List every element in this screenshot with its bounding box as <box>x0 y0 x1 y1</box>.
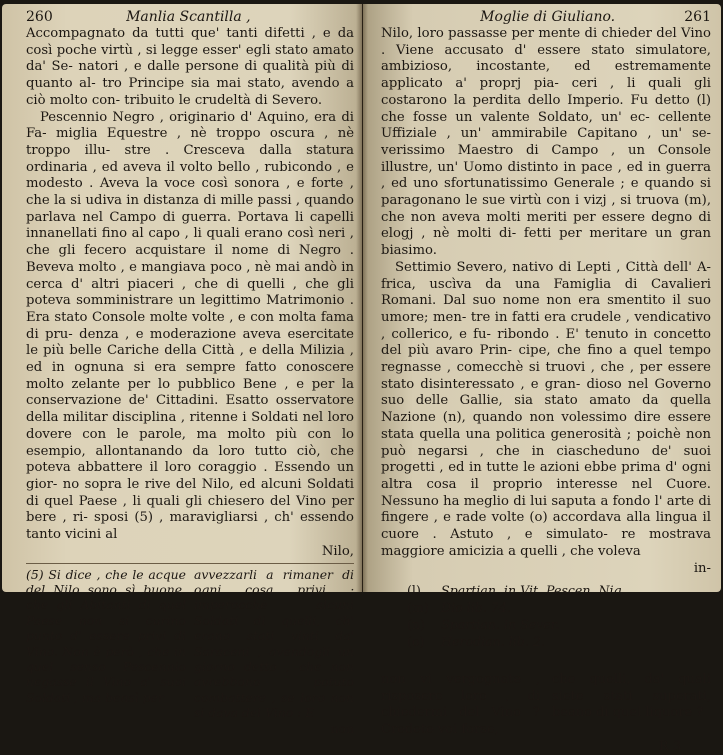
right-line: cellente Uffiziale , un' ammirabile Capitano , un' se- <box>381 109 711 142</box>
left-paragraph-2 <box>26 110 354 544</box>
right-page-header <box>381 8 711 26</box>
right-line: Settimio Severo, nativo di Lepti , Città dell' A- <box>395 259 711 275</box>
right-running-head: Moglie di Giuliano. <box>480 9 616 25</box>
left-line: stre . Cresceva dalla statura ordinaria , ed aveva il <box>26 142 354 175</box>
footnote-tail: non <box>330 720 354 736</box>
left-line: mille passi , quando parlava nel Campo di guerra. <box>26 193 354 225</box>
left-paragraph-1 <box>26 26 354 110</box>
left-line: Negro . Beveva molto , e mangiava poco , nè mai <box>26 243 354 275</box>
left-line: con lo esempio, allontanando da loro tutto ciò, che <box>26 426 354 459</box>
left-line: Accompagnato da tutti que' tanti difetti , e da così <box>26 26 354 58</box>
note-item <box>407 634 711 651</box>
left-line: poche virtù , si legge esser' egli stato amato da' Se- <box>26 42 354 75</box>
left-line: miglia Equestre , nè troppo oscura , nè troppo illu- <box>26 126 355 158</box>
footnote-rule <box>26 563 354 564</box>
right-line: ed in tutte le azioni ebbe prima d' ogni altra cosa <box>381 460 711 492</box>
right-line: cipe, che fino a quel tempo regnasse , comecchè si <box>381 343 711 376</box>
left-line: poteva abbattere il loro coraggio . Essendo un gior- <box>26 460 354 492</box>
footnote-column-2-text: avvezzarli a rimaner di ogni cosa privi ; imperocchè alcuni Soldati di quelli, ch' erano stati vinti da' Saraceni , avendogli un giorno detto , che non avrebbono potuto combattere , se loro non si dava del Vino : E <box>194 566 354 721</box>
left-line: no sopra le rive del Nilo, ed alcuni Soldati di quel <box>26 476 354 509</box>
right-line: ceri , li quali gli costarono la perdita dello Imperio. <box>381 76 712 108</box>
left-catchword: Nilo, <box>321 543 354 559</box>
left-line: Portava li capelli innanellati fino al capo , li quali <box>26 209 354 242</box>
left-line: Esatto osservatore della militar disciplina , ritenne i <box>26 393 354 426</box>
left-line: volto bello , rubicondo , e modesto . Aveva la voce <box>26 159 354 192</box>
right-line: truovi , che , per essere stato disinteressato , e gran- <box>381 360 711 392</box>
right-line: verissimo Maestro di Campo , un Console illustre, <box>381 142 711 175</box>
left-line: si era sempre fatto conoscere molto zelante per lo <box>26 360 354 392</box>
right-line: da quella Nazione (n), quando non volessimo dire <box>381 393 711 426</box>
left-line: tribuito le crudeltà di Severo. <box>124 92 323 108</box>
footnote-column-1: (5) Si dice , che le acque del Nilo sono sì buone, che gli Abitanti di quel Paese non si curino punto d' essere privi di Vino. Non è però , che in quel senso Pescennio negasse il Vino a' suoi Soldati , ma bensì per <box>26 566 186 705</box>
left-footnote <box>26 567 354 736</box>
right-line: incostante, ed estremamente applicato a' proprj pia- <box>381 59 711 92</box>
continuation-column-1 <box>381 672 540 738</box>
note-reference: Dio lib. 74. <box>441 600 511 615</box>
right-line: essere stata quella una politica generosità ; poichè non <box>381 410 711 442</box>
right-page-number: 261 <box>684 9 711 25</box>
note-label: (m) <box>407 600 429 615</box>
right-line: ribondo . E' tenuto in concetto del più avaro Prin- <box>381 326 711 359</box>
marginal-notes <box>407 583 711 650</box>
right-line: Viene accusato d' essere stato simulatore, ambizioso, <box>381 42 711 75</box>
right-line: sue virtù con i vizj , si truova (m), che non aveva <box>381 193 712 225</box>
note-label: (o) <box>407 633 425 649</box>
note-reference: Spartian. in Sever. <box>441 616 560 632</box>
footnote-column-2 <box>194 567 354 736</box>
note-reference: Spartian. in Vit. Pescen. Nig. <box>441 583 626 599</box>
right-line: lui saputa a fondo l' arte di fingere , e rade volte (o) <box>381 493 711 526</box>
right-footnote-continuation <box>381 672 711 738</box>
note-label: (n) <box>407 616 425 632</box>
left-line: stato Console molte volte , e con molta fama di pru- <box>26 309 354 342</box>
right-line: accordava alla lingua il cuore . Astuto , e simulato- <box>381 510 711 543</box>
continuation-text-2: che quelli, da' quali siete stati superati, beano di quel liquore ? <box>552 672 711 721</box>
left-line: Paese , li quali gli chiesero del Vino per bere , ri- <box>26 493 354 526</box>
note-reference: Herodian. lib. 2. <box>441 633 545 649</box>
right-line: sfortunatissimo Generale ; e quando si paragonano le <box>381 176 711 209</box>
right-line: Nilo, loro passasse per mente di chieder del Vino . <box>381 26 711 58</box>
right-line: frica, uscìva da una Famiglia di Cavalieri Romani. <box>381 276 711 309</box>
left-line: Soldati nel loro dovere con le parole, ma molto più <box>26 410 354 442</box>
right-page <box>363 4 721 755</box>
left-page-header <box>26 8 354 26</box>
left-line: sposi (5) , maravigliarsi , ch' essendo tanto vicini al <box>26 510 354 543</box>
left-line: erano così neri , che gli fecero acquistare il nome di <box>26 226 354 259</box>
right-catchword: in- <box>693 560 711 576</box>
right-line: un' Uomo distinto in pace , ed in guerra , ed uno <box>381 159 711 192</box>
left-line: tro Principe sia mai stato, avendo a ciò molto con- <box>26 76 354 108</box>
right-line: il proprio interesse nel Cuore. Nessuno ha meglio di <box>381 476 711 509</box>
signature-mark: R 3 <box>658 739 681 755</box>
note-item <box>407 617 711 634</box>
right-paragraph-1 <box>381 26 711 260</box>
continuation-column-2 <box>552 672 711 738</box>
left-line: così sonora , e forte , che la si udiva in distanza di <box>26 176 354 209</box>
right-line: molti meriti per essere degno di elogj , nè molti di- <box>381 209 711 242</box>
left-line: pubblico Bene , e per la conservazione de' Cittadini. <box>26 376 354 409</box>
right-paragraph-2 <box>381 260 711 561</box>
left-running-head: Manlia Scantilla , <box>126 9 251 25</box>
right-line: re mostrava maggiore amicizia a quelli , che voleva <box>381 527 711 559</box>
right-line: può negarsi , che in ciascheduno de' suoi progetti , <box>381 443 711 476</box>
left-page-body <box>26 26 354 544</box>
right-page-body <box>381 26 711 561</box>
left-line: Cariche della Città , e della Milizia , ed in ognuna <box>26 343 354 376</box>
left-page <box>2 4 362 736</box>
left-line: natori , e dalle persone di qualità più di quanto al- <box>26 59 355 92</box>
right-line: Dal suo nome non era smentito il suo umore; men- <box>381 293 711 325</box>
left-page-number: 260 <box>26 9 53 25</box>
note-label: (l) <box>407 583 421 599</box>
right-line: dioso nel Governo suo delle Gallie, sia stato amato <box>381 376 712 409</box>
left-line: denza , e moderazione aveva esercitate le più belle <box>26 326 354 359</box>
right-line: tre in fatti era crudele , vendicativo , collerico, e fu- <box>381 309 711 342</box>
continuation-text-1: non vi vergognate , risposero loro , di chiedermi del Vino ? Credete voi forse, <box>381 672 540 737</box>
right-line: fetti per meritare un gran biasimo. <box>381 226 711 259</box>
left-line: andò in cerca d' altri piaceri , che di quelli , che gli <box>26 259 354 292</box>
left-line: poteva somministrare un legittimo Matrimonio . Era <box>26 293 354 325</box>
book-gutter <box>356 4 368 592</box>
note-item <box>407 583 711 600</box>
note-item <box>407 600 711 617</box>
left-line: Pescennio Negro , originario d' Aquino, era di Fa- <box>26 109 354 142</box>
right-line: Fu detto (l) che fosse un valente Soldato, un' ec- <box>381 92 711 125</box>
